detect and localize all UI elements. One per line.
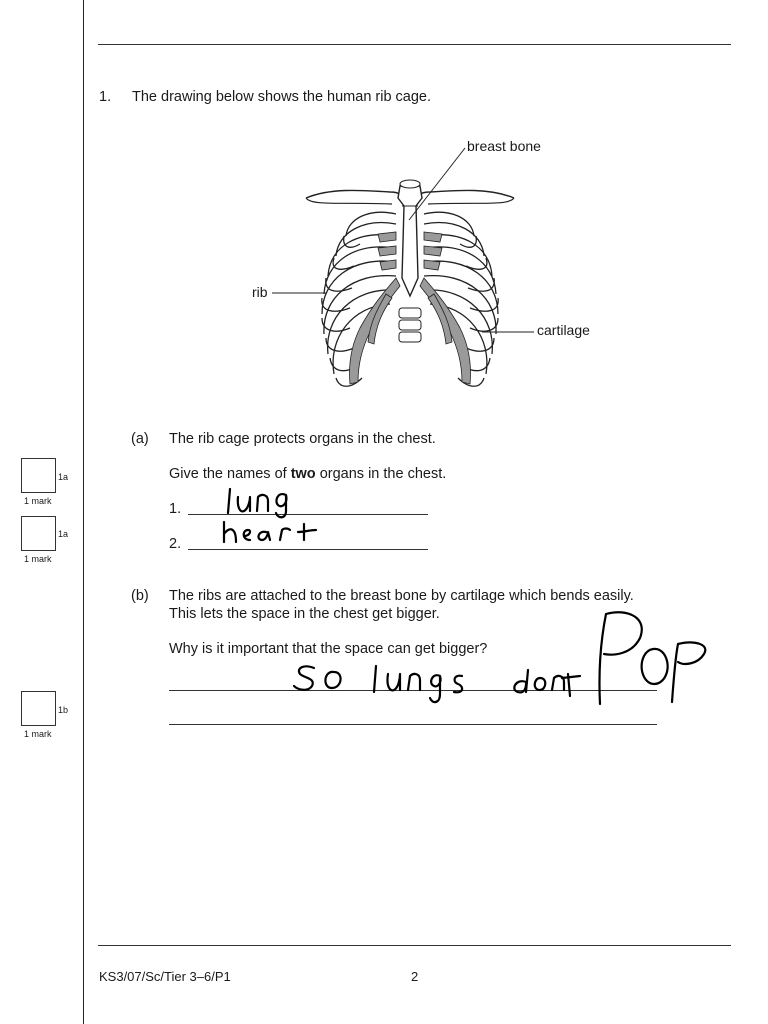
- mark-box-1b[interactable]: [21, 691, 56, 726]
- question-number: 1.: [99, 89, 112, 105]
- part-b-statement-1: The ribs are attached to the breast bone by cartilage which bends easily.: [169, 588, 634, 604]
- answer-2-line[interactable]: [188, 549, 428, 550]
- mark-box-1a-first[interactable]: [21, 458, 56, 493]
- label-cartilage: cartilage: [537, 322, 590, 338]
- footer-code: KS3/07/Sc/Tier 3–6/P1: [99, 969, 231, 984]
- handwritten-answer-1: [222, 485, 302, 521]
- answer-1-number: 1.: [169, 501, 182, 517]
- part-a-prompt: [169, 465, 446, 483]
- mark-box-1a-second[interactable]: [21, 516, 56, 551]
- mark-label-1: 1 mark: [24, 496, 52, 506]
- prompt-bold: two: [290, 466, 316, 482]
- part-b-answer-line-2[interactable]: [169, 724, 657, 725]
- mark-code-3: 1b: [58, 705, 69, 715]
- page-number: 2: [411, 969, 419, 984]
- mark-code-1: 1a: [58, 472, 69, 482]
- answer-2-number: 2.: [169, 536, 182, 552]
- mark-code-2: 1a: [58, 529, 69, 539]
- part-b-question: Why is it important that the space can get bigger?: [169, 641, 488, 657]
- handwritten-answer-2: [220, 518, 330, 548]
- part-b-statement-2: This lets the space in the chest get bigger.: [169, 606, 440, 622]
- label-breast-bone: breast bone: [467, 138, 541, 154]
- handwritten-answer-b: [288, 604, 718, 714]
- label-rib: rib: [252, 284, 268, 300]
- prompt-text: organs in the chest.: [315, 466, 447, 482]
- prompt-text: Give the names of: [169, 466, 291, 482]
- mark-label-3: 1 mark: [24, 729, 52, 739]
- part-b-letter: (b): [131, 588, 149, 604]
- mark-label-2: 1 mark: [24, 554, 52, 564]
- question-intro: The drawing below shows the human rib cage.: [132, 89, 432, 105]
- part-a-letter: (a): [131, 431, 149, 447]
- part-a-statement: The rib cage protects organs in the chest.: [169, 431, 436, 447]
